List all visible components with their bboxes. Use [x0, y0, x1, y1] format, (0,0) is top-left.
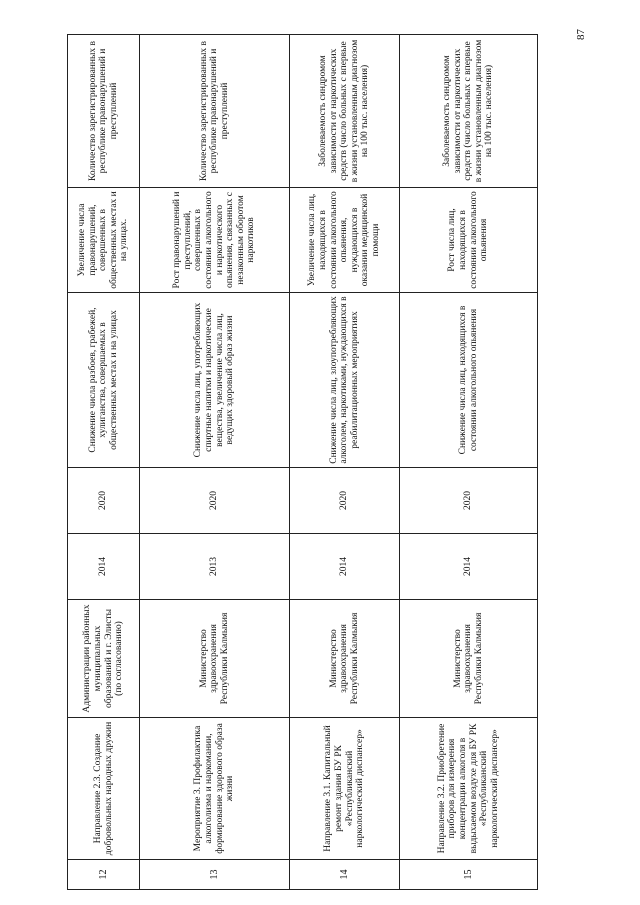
indicator-cell: Заболеваемость синдромом зависимости от наркотических средств (число больных с впервые в жизни установленным диагнозом на 100 тыс. населения) — [400, 35, 538, 188]
measure-cell: Мероприятие 3. Профилактика алкоголизма и наркомании, формирование здорового образа жизни — [140, 718, 290, 860]
end-year-cell: 2020 — [140, 468, 290, 534]
executor-cell: Министерство здравоохранения Республики Калмыкия — [400, 600, 538, 718]
consequence-cell: Увеличение числа правонарушений, совершенных в общественных местах и на улицах. — [68, 188, 140, 293]
end-year-cell: 2020 — [290, 468, 400, 534]
result-cell: Снижение числа лиц, употребляющих спиртные напитки и наркотические вещества, увеличение числа лиц, ведущих здоровый образ жизни — [140, 293, 290, 468]
executor-cell: Администрации районных муниципальных образований и г. Элисты (по согласованию) — [68, 600, 140, 718]
start-year-cell: 2014 — [68, 534, 140, 600]
indicator-cell: Количество зарегистрированных в республике правонарушений и преступлений — [140, 35, 290, 188]
indicator-cell: Заболеваемость синдромом зависимости от наркотических средств (число больных с впервые в жизни установленным диагнозом на 100 тыс. населения) — [290, 35, 400, 188]
table-row — [68, 35, 140, 890]
consequence-cell: Рост числа лиц, находящихся в состоянии алкогольного опьянения — [400, 188, 538, 293]
result-cell: Снижение числа лиц, находящихся в состоянии алкогольного опьянения — [400, 293, 538, 468]
table-row — [400, 35, 538, 890]
page-number: 87 — [575, 29, 587, 40]
executor-cell: Министерство здравоохранения Республики Калмыкия — [290, 600, 400, 718]
row-number: 15 — [400, 860, 538, 890]
row-number: 14 — [290, 860, 400, 890]
executor-cell: Министерство здравоохранения Республики Калмыкия — [140, 600, 290, 718]
program-table-rotated — [67, 35, 537, 890]
result-cell: Снижение числа разбоев, грабежей, хулиганства, совершаемых в общественных местах и на улицах — [68, 293, 140, 468]
consequence-cell: Увеличение числа лиц, находящихся в состоянии алкогольного опьянения, нуждающихся в оказании медицинской помощи — [290, 188, 400, 293]
result-cell: Снижение числа лиц, злоупотребляющих алкоголем, наркотиками, нуждающихся в реабилитационных мероприятиях — [290, 293, 400, 468]
measure-cell: Направление 2.3. Создание добровольных народных дружин — [68, 718, 140, 860]
start-year-cell: 2013 — [140, 534, 290, 600]
row-number: 13 — [140, 860, 290, 890]
table-row — [290, 35, 400, 890]
table-row — [140, 35, 290, 890]
end-year-cell: 2020 — [400, 468, 538, 534]
start-year-cell: 2014 — [290, 534, 400, 600]
start-year-cell: 2014 — [400, 534, 538, 600]
measure-cell: Направление 3.2. Приобретение приборов для измерения концентрации алкоголя в выдыхаемом воздухе для БУ РК «Республиканский наркологический диспансер» — [400, 718, 538, 860]
consequence-cell: Рост правонарушений и преступлений, совершенных в состоянии алкогольного и наркотического опьянения, связанных с незаконным оборотом наркотиков — [140, 188, 290, 293]
measure-cell: Направление 3.1. Капитальный ремонт здания БУ РК «Республиканский наркологический диспансер» — [290, 718, 400, 860]
program-table — [67, 34, 538, 890]
end-year-cell: 2020 — [68, 468, 140, 534]
row-number: 12 — [68, 860, 140, 890]
indicator-cell: Количество зарегистрированных в республике правонарушений и преступлений — [68, 35, 140, 188]
